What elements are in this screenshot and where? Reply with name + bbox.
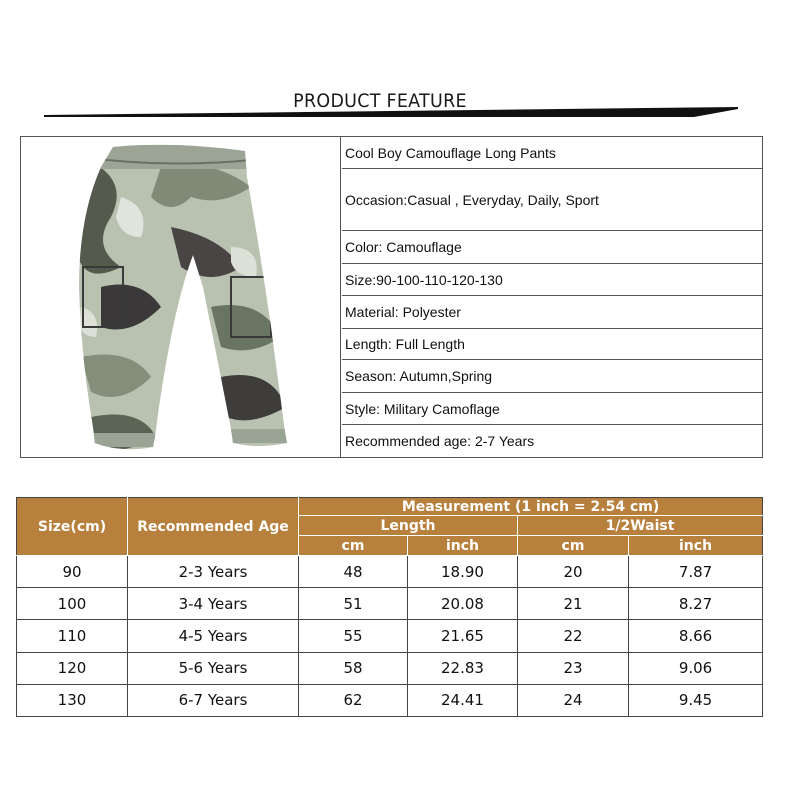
length-inch-cell: 21.65: [408, 620, 518, 652]
waist-inch-cell: 9.06: [629, 652, 763, 684]
waist-cm-cell: 23: [518, 652, 629, 684]
length-inch-cell: 20.08: [408, 588, 518, 620]
table-row: [17, 588, 763, 620]
length-inch-cell: 24.41: [408, 684, 518, 716]
feature-title: Cool Boy Camouflage Long Pants: [342, 137, 762, 169]
size-cell: 110: [17, 620, 128, 652]
page-title: PRODUCT FEATURE: [293, 90, 467, 112]
camouflage-pants-image: [21, 137, 341, 457]
age-cell: 3-4 Years: [128, 588, 299, 620]
length-cm-cell: 51: [299, 588, 408, 620]
waist-header: 1/2Waist: [518, 516, 763, 536]
length-cm-cell: 55: [299, 620, 408, 652]
length-inch-header: inch: [408, 536, 518, 556]
product-feature-box: [20, 136, 763, 458]
waist-cm-cell: 22: [518, 620, 629, 652]
feature-material: Material: Polyester: [342, 296, 762, 329]
waist-inch-cell: 9.45: [629, 684, 763, 716]
size-chart-table: [16, 497, 763, 717]
waist-cm-cell: 20: [518, 556, 629, 588]
size-cell: 130: [17, 684, 128, 716]
feature-style: Style: Military Camoflage: [342, 393, 762, 425]
table-row: [17, 652, 763, 684]
size-column-header: Size(cm): [17, 498, 128, 556]
waist-cm-cell: 21: [518, 588, 629, 620]
length-inch-cell: 22.83: [408, 652, 518, 684]
size-cell: 90: [17, 556, 128, 588]
size-cell: 120: [17, 652, 128, 684]
feature-length: Length: Full Length: [342, 329, 762, 360]
age-cell: 5-6 Years: [128, 652, 299, 684]
waist-inch-cell: 8.66: [629, 620, 763, 652]
measurement-header: Measurement (1 inch = 2.54 cm): [299, 498, 763, 516]
table-row: [17, 684, 763, 716]
waist-cm-cell: 24: [518, 684, 629, 716]
length-inch-cell: 18.90: [408, 556, 518, 588]
length-header: Length: [299, 516, 518, 536]
age-cell: 6-7 Years: [128, 684, 299, 716]
feature-list: [342, 137, 762, 457]
feature-color: Color: Camouflage: [342, 231, 762, 264]
size-cell: 100: [17, 588, 128, 620]
product-photo: [21, 137, 341, 457]
length-cm-cell: 62: [299, 684, 408, 716]
age-cell: 4-5 Years: [128, 620, 299, 652]
feature-size: Size:90-100-110-120-130: [342, 264, 762, 296]
age-cell: 2-3 Years: [128, 556, 299, 588]
length-cm-cell: 58: [299, 652, 408, 684]
table-row: [17, 620, 763, 652]
waist-inch-cell: 7.87: [629, 556, 763, 588]
header-underline: [44, 104, 738, 118]
waist-inch-cell: 8.27: [629, 588, 763, 620]
table-row: [17, 556, 763, 588]
feature-recommended-age: Recommended age: 2-7 Years: [345, 433, 535, 449]
age-column-header: Recommended Age: [128, 498, 299, 556]
length-cm-cell: 48: [299, 556, 408, 588]
length-cm-header: cm: [299, 536, 408, 556]
waist-cm-header: cm: [518, 536, 629, 556]
feature-occasion: Occasion:Casual , Everyday, Daily, Sport: [342, 169, 762, 231]
feature-season: Season: Autumn,Spring: [342, 360, 762, 393]
waist-inch-header: inch: [629, 536, 763, 556]
